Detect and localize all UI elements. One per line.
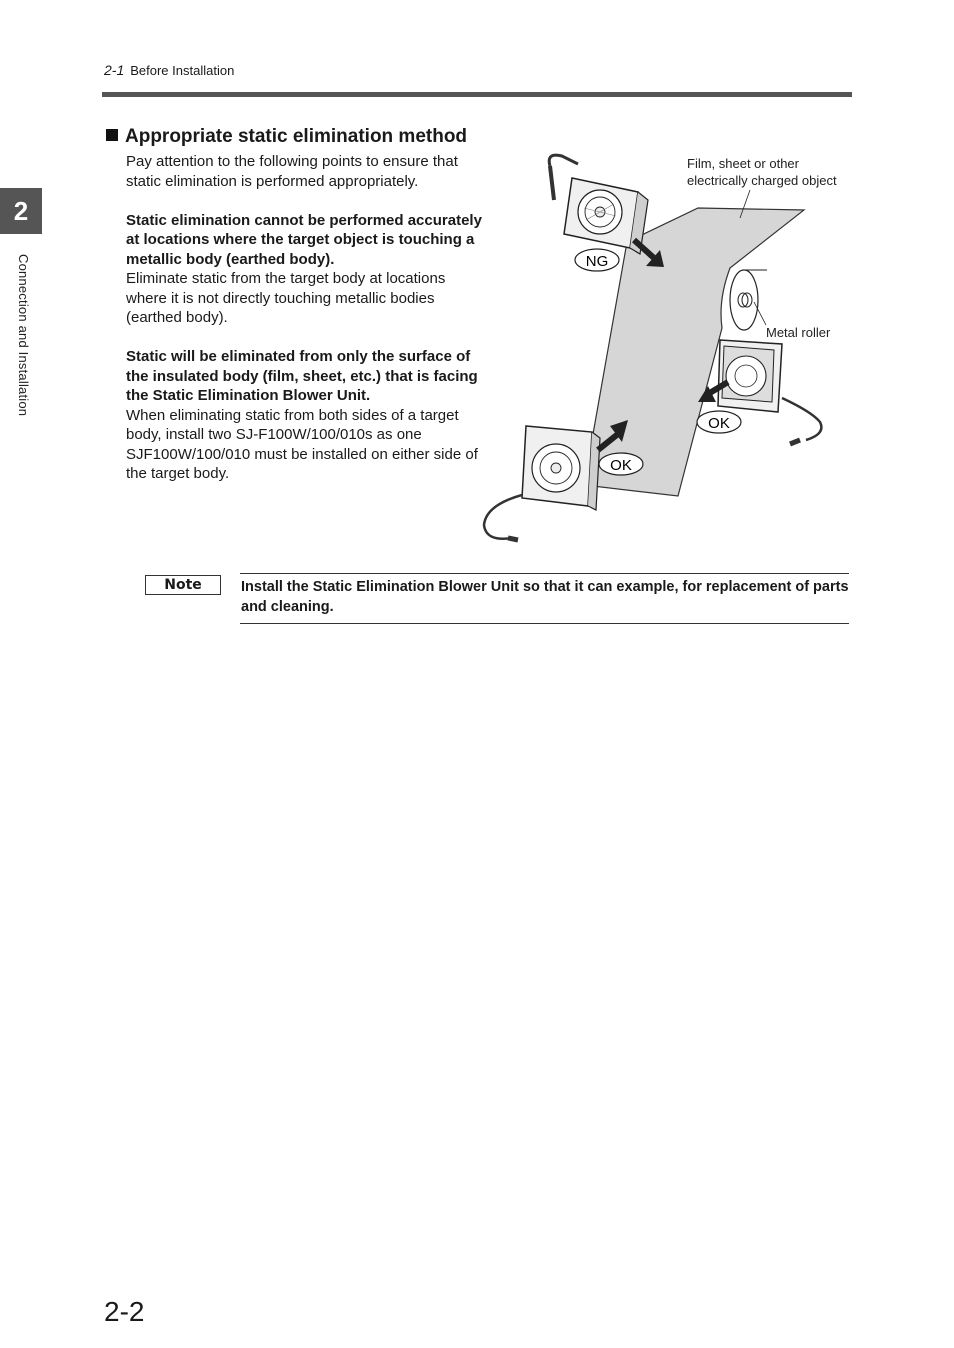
blower-unit-ok-left	[484, 426, 600, 540]
running-header	[104, 62, 234, 78]
ok-tag-left-text: OK	[610, 457, 632, 474]
point-1	[126, 211, 486, 328]
installation-figure	[482, 150, 854, 550]
header-section-number: 2-1	[104, 62, 125, 78]
installation-illustration	[482, 150, 854, 550]
section-heading	[106, 126, 467, 148]
note-text: Install the Static Elimination Blower Unit so that it can example, for replacement of parts and cleaning.	[240, 573, 849, 624]
ok-tag-right	[697, 411, 741, 433]
section-title: Appropriate static elimination method	[125, 126, 468, 147]
ok-tag-left	[599, 453, 643, 475]
chapter-side-label: Connection and Installation	[16, 254, 31, 417]
ok-tag-right-text: OK	[708, 415, 730, 432]
point-1-heading: Static elimination cannot be performed accurately at locations where the target object is touching a metallic body (earthed body).	[126, 211, 482, 268]
intro-paragraph: Pay attention to the following points to ensure that static elimination is performed appropriately.	[126, 153, 458, 190]
blower-unit-ng	[549, 155, 648, 254]
film-label: Film, sheet or other electrically charged object	[687, 156, 837, 188]
roller-label: Metal roller	[766, 325, 831, 340]
point-2	[126, 347, 486, 484]
point-1-text: Eliminate static from the target body at locations where it is not directly touching metallic bodies (earthed body).	[126, 270, 446, 326]
header-rule	[102, 92, 852, 97]
chapter-tab: 2	[0, 188, 42, 234]
ng-tag	[575, 249, 619, 271]
page-number: 2-2	[104, 1296, 145, 1327]
point-2-text: When eliminating static from both sides of a target body, install two SJ-F100W/100/010s as one SJF100W/100/010 must be installed on either side of the target body.	[126, 406, 478, 482]
note-label: Note	[145, 575, 221, 595]
header-section-title: Before Installation	[130, 63, 235, 78]
point-2-heading: Static will be eliminated from only the surface of the insulated body (film, sheet, etc.) that is facing the Static Elimination Blower Unit.	[126, 348, 478, 404]
ng-tag-text: NG	[585, 253, 609, 270]
section-body	[126, 152, 486, 503]
metal-roller	[730, 270, 767, 330]
square-bullet-icon	[106, 129, 118, 141]
